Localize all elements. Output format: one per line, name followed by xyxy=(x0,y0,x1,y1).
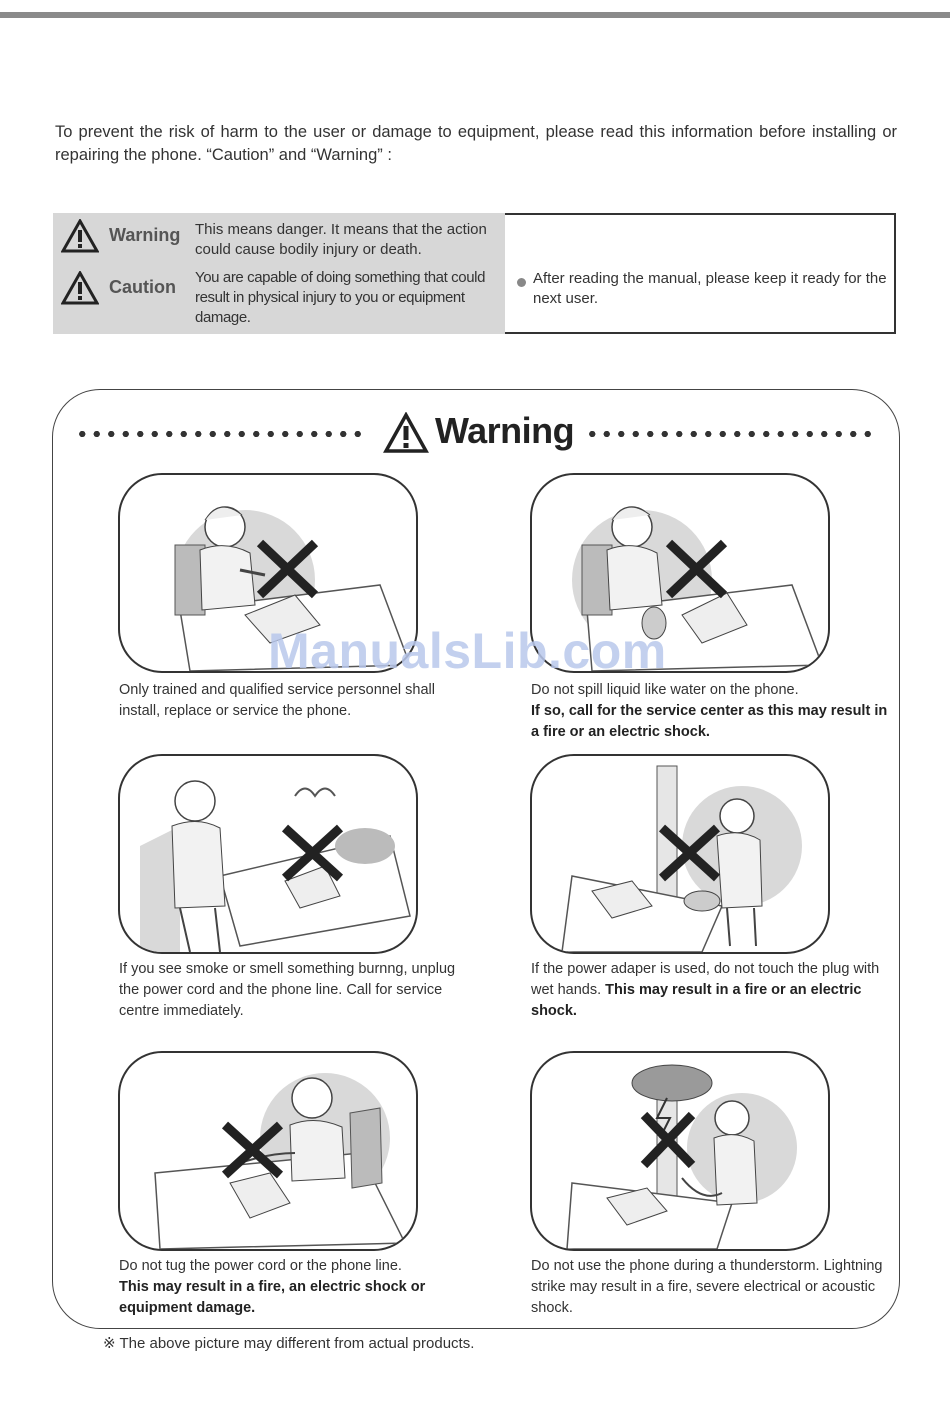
caution-triangle-icon xyxy=(61,271,99,305)
intro-paragraph: To prevent the risk of harm to the user or damage to equipment, please read this information before installing or repairing the phone. “Caution” and “Warning” : xyxy=(55,123,897,164)
caption-spill-liquid xyxy=(531,680,891,743)
legend-warning-label: Warning xyxy=(109,225,181,245)
bullet-icon xyxy=(517,278,526,287)
illustration-thunderstorm xyxy=(530,1051,830,1251)
caption-bold: This may result in a fire or an electric shock. xyxy=(531,982,862,1019)
caption-plain: If the power adaper is used, do not touch the plug with wet hands. xyxy=(531,961,880,998)
wet-hands-illustration-image xyxy=(532,756,828,952)
legend-note xyxy=(505,213,896,334)
tug-cord-illustration-image xyxy=(120,1053,416,1249)
warning-triangle-icon xyxy=(61,219,99,253)
caption-bold: This may result in a fire, an electric shock or equipment damage. xyxy=(119,1279,426,1316)
legend-caution-label: Caution xyxy=(109,277,176,297)
caption-thunderstorm xyxy=(531,1256,891,1319)
caption-plain: Do not tug the power cord or the phone line. xyxy=(119,1258,402,1274)
caption-plain: If you see smoke or smell something burnng, unplug the power cord and the phone line. Call for service centre immediately. xyxy=(119,961,456,1019)
caption-wet-hands xyxy=(531,959,891,1022)
warning-triangle-icon xyxy=(383,412,429,454)
smoke-illustration-image xyxy=(120,756,416,952)
watermark-text: ManualsLib.com xyxy=(268,623,667,679)
keep-manual-note: After reading the manual, please keep it ready for the next user. xyxy=(533,270,887,307)
legend-definitions xyxy=(53,213,505,334)
caption-bold: If so, call for the service center as this may result in a fire or an electric shock. xyxy=(531,703,888,740)
caption-plain: Only trained and qualified service personnel shall install, replace or service the phone. xyxy=(119,682,435,719)
legend-box xyxy=(53,213,898,334)
caption-plain: Do not spill liquid like water on the phone. xyxy=(531,682,799,698)
top-rule xyxy=(0,12,950,18)
footnote: ※ The above picture may different from actual products. xyxy=(103,1335,475,1352)
dotted-rule-right xyxy=(585,430,878,438)
caption-service-personnel xyxy=(119,680,479,722)
legend-warning-desc: This means danger. It means that the action could cause bodily injury or death. xyxy=(195,221,487,258)
illustration-tug-cord xyxy=(118,1051,418,1251)
illustration-smoke xyxy=(118,754,418,954)
dotted-rule-left xyxy=(75,430,365,438)
warning-heading xyxy=(383,410,578,458)
thunderstorm-illustration-image xyxy=(532,1053,828,1249)
caption-tug-cord xyxy=(119,1256,479,1319)
caption-smoke xyxy=(119,959,479,1022)
illustration-wet-hands xyxy=(530,754,830,954)
warning-heading-text: Warning xyxy=(435,410,575,451)
caption-plain: Do not use the phone during a thunderstorm. Lightning strike may result in a fire, severe electrical or acoustic shock. xyxy=(531,1258,883,1316)
legend-caution-desc: You are capable of doing something that could result in physical injury to you or equipment damage. xyxy=(195,269,486,326)
